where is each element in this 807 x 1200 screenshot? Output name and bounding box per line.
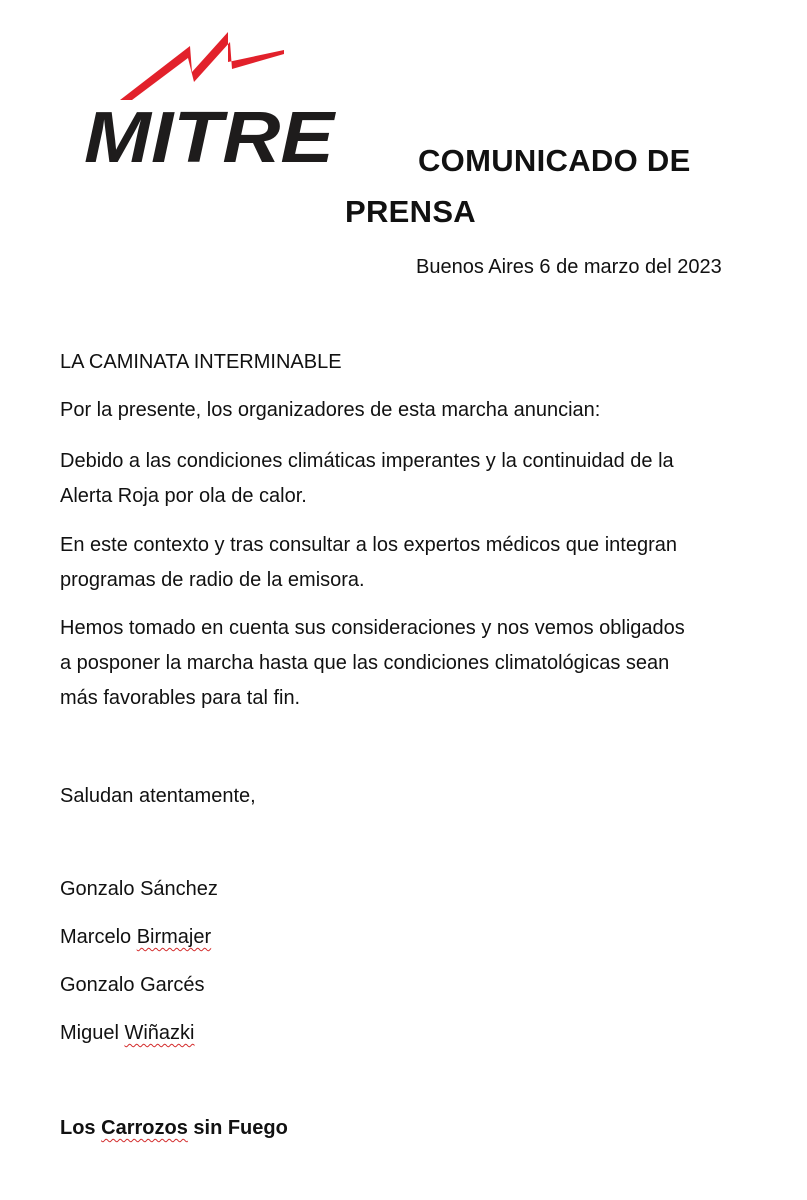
paragraph-line: Alerta Roja por ola de calor.	[60, 485, 307, 507]
mitre-logo-graphic	[72, 24, 348, 174]
signatory-last-name: Birmajer	[136, 926, 212, 948]
signatory-last-name: Sánchez	[140, 878, 218, 900]
page-title-line-2: PRENSA	[345, 194, 476, 229]
signatory-name	[60, 920, 211, 955]
logo-wordmark: MITRE	[84, 98, 337, 174]
signatory-last-name: Garcés	[140, 974, 205, 996]
paragraph-4	[60, 611, 685, 716]
paragraph-line: más favorables para tal fin.	[60, 687, 301, 709]
closing-salutation: Saludan atentamente,	[60, 785, 256, 807]
subject-heading: LA CAMINATA INTERMINABLE	[60, 351, 342, 373]
paragraph-1	[60, 393, 600, 428]
signatory-last-name: Wiñazki	[124, 1022, 195, 1044]
paragraph-3	[60, 528, 677, 598]
signatory-first-name: Miguel	[60, 1022, 119, 1044]
group-name-prefix: Los	[60, 1117, 96, 1139]
paragraph-2	[60, 444, 674, 514]
paragraph-line: programas de radio de la emisora.	[60, 569, 365, 591]
signatory-name	[60, 872, 218, 907]
signatory-first-name: Marcelo	[60, 926, 132, 948]
paragraph-line: Hemos tomado en cuenta sus consideraciones y nos vemos obligados	[60, 617, 685, 639]
signatory-name	[60, 968, 205, 1003]
mitre-logo	[72, 24, 348, 174]
dateline: Buenos Aires 6 de marzo del 2023	[416, 256, 722, 278]
page-title-line-1: COMUNICADO DE	[418, 143, 691, 178]
group-name-suffix: sin Fuego	[193, 1117, 288, 1139]
paragraph-line: a posponer la marcha hasta que las condiciones climatológicas sean	[60, 652, 670, 674]
signatory-first-name: Gonzalo	[60, 974, 135, 996]
group-signature	[60, 1111, 288, 1146]
paragraph-line: En este contexto y tras consultar a los expertos médicos que integran	[60, 534, 678, 556]
signatory-name	[60, 1016, 195, 1051]
lightning-bolt-icon	[120, 32, 284, 100]
paragraph-line: Por la presente, los organizadores de esta marcha anuncian:	[60, 399, 601, 421]
group-name-main: Carrozos	[101, 1117, 188, 1139]
signatory-first-name: Gonzalo	[60, 878, 135, 900]
paragraph-line: Debido a las condiciones climáticas imperantes y la continuidad de la	[60, 450, 674, 472]
